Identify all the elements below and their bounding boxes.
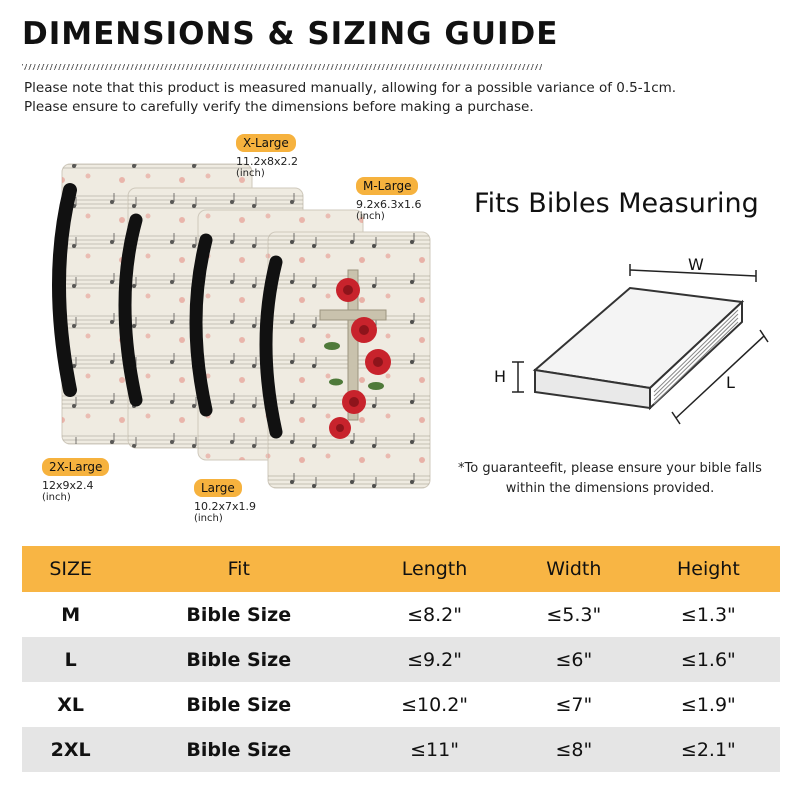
cell-height: ≤1.6" xyxy=(637,637,780,682)
size-tag-m: M-Large xyxy=(356,177,418,195)
size-dims-l: 10.2x7x1.9 xyxy=(194,500,257,513)
table-row xyxy=(22,727,780,772)
page-title: DIMENSIONS & SIZING GUIDE xyxy=(22,16,559,52)
cell-fit: Bible Size xyxy=(186,693,292,716)
size-label-2xl xyxy=(42,456,109,503)
size-table xyxy=(22,546,780,772)
size-tag-xl: X-Large xyxy=(236,134,296,152)
header-length: Length xyxy=(358,546,511,592)
cell-height: ≤1.9" xyxy=(680,693,736,716)
bible-dimension-icon xyxy=(480,240,770,430)
height-marker: H xyxy=(494,367,507,386)
cell-fit: Bible Size xyxy=(119,727,358,772)
width-marker: W xyxy=(688,255,704,274)
cell-size: 2XL xyxy=(22,727,119,772)
size-tag-l: Large xyxy=(194,479,242,497)
cell-size: XL xyxy=(57,693,85,716)
cell-fit: Bible Size xyxy=(186,603,292,626)
cell-size: M xyxy=(61,603,81,626)
cell-length: ≤9.2" xyxy=(358,637,511,682)
size-unit-xl: (inch) xyxy=(236,168,265,179)
table-header-row xyxy=(22,546,780,592)
size-label-m xyxy=(356,175,422,222)
guarantee-note-line2: within the dimensions provided. xyxy=(505,481,715,496)
guarantee-note-line1: *To guaranteefit, please ensure your bible falls xyxy=(458,461,762,476)
length-marker: L xyxy=(726,373,735,392)
measurement-note: Please note that this product is measured manually, allowing for a possible variance of 0.5-1cm. xyxy=(24,80,677,96)
size-unit-2xl: (inch) xyxy=(42,492,71,503)
cell-length: ≤11" xyxy=(358,727,511,772)
cell-length: ≤8.2" xyxy=(407,603,462,626)
table-row xyxy=(22,682,780,727)
cell-width: ≤5.3" xyxy=(546,603,602,626)
header-size: SIZE xyxy=(22,546,119,592)
fits-title: Fits Bibles Measuring xyxy=(474,188,759,219)
cell-width: ≤8" xyxy=(511,727,637,772)
cell-fit: Bible Size xyxy=(119,637,358,682)
header-width: Width xyxy=(511,546,637,592)
header-height: Height xyxy=(637,546,780,592)
cell-height: ≤1.3" xyxy=(680,603,736,626)
size-unit-m: (inch) xyxy=(356,211,385,222)
size-tag-2xl: 2X-Large xyxy=(42,458,109,476)
cell-height: ≤2.1" xyxy=(637,727,780,772)
size-dims-xl: 11.2x8x2.2 xyxy=(236,155,299,168)
cell-length: ≤10.2" xyxy=(401,693,469,716)
size-dims-2xl: 12x9x2.4 xyxy=(42,479,94,492)
header-fit: Fit xyxy=(119,546,358,592)
size-dims-m: 9.2x6.3x1.6 xyxy=(356,198,422,211)
size-unit-l: (inch) xyxy=(194,513,223,524)
cell-size: L xyxy=(22,637,119,682)
cell-width: ≤6" xyxy=(511,637,637,682)
verify-note: Please ensure to carefully verify the dimensions before making a purchase. xyxy=(24,99,534,115)
size-label-l xyxy=(194,477,256,524)
table-row xyxy=(22,637,780,682)
table-row xyxy=(22,592,780,637)
size-label-xl xyxy=(236,132,298,179)
title-underline xyxy=(22,64,542,70)
cell-width: ≤7" xyxy=(555,693,593,716)
